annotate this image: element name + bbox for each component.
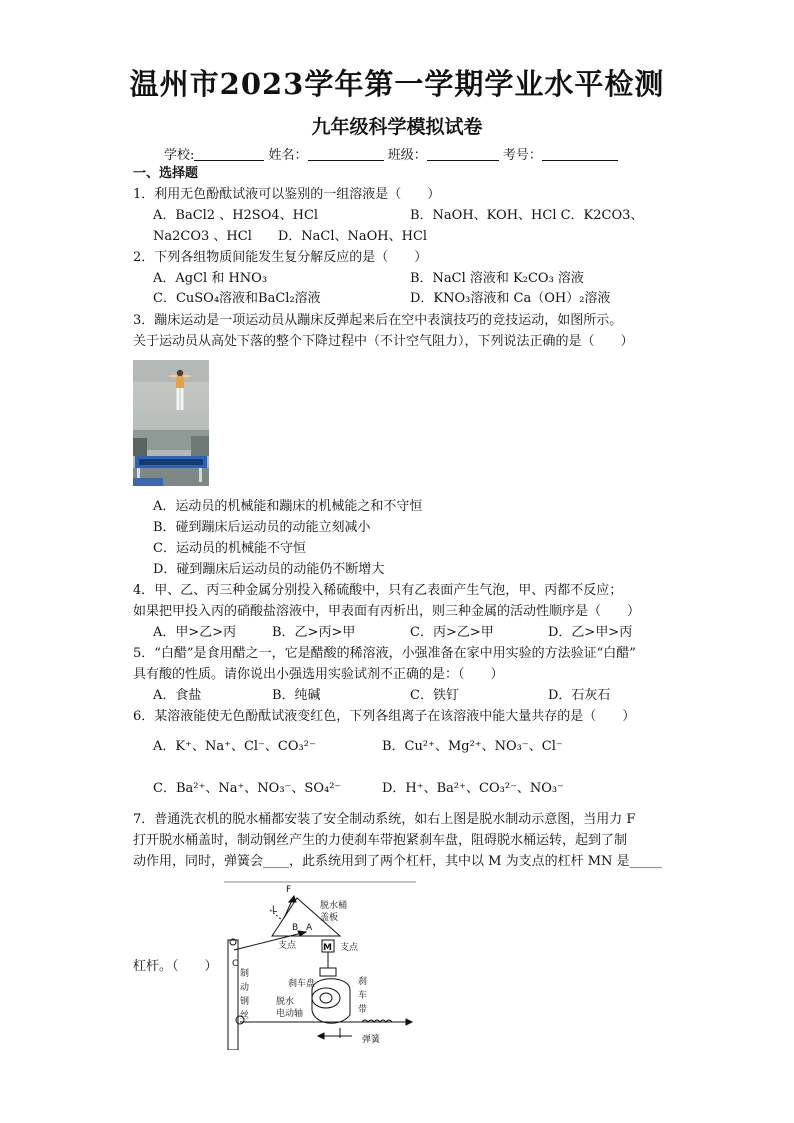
q2-option-b: B．NaCl 溶液和 K₂CO₃ 溶液 — [410, 271, 584, 286]
label-wire-3: 钢 — [240, 997, 250, 1007]
label-C: C — [232, 959, 239, 969]
q4-option-b: B．乙>丙>甲 — [272, 625, 356, 640]
brake-diagram — [222, 880, 418, 1050]
q3-option-d: D．碰到蹦床后运动员的动能仍不断增大 — [153, 562, 385, 577]
q2-option-a: A．AgCl 和 HNO₃ — [153, 271, 268, 286]
label-wire-1: 制 — [240, 969, 250, 979]
q1-option-a: A．BaCl2 、H2SO4、HCl — [153, 208, 319, 223]
label-M: M — [323, 943, 332, 953]
q6-option-a: A．K⁺、Na⁺、Cl⁻、CO₃²⁻ — [153, 739, 316, 754]
label-wire-4: 丝 — [240, 1011, 250, 1021]
label-lid-1: 脱水桶 — [320, 901, 348, 911]
q5-option-a: A．食盐 — [153, 688, 202, 703]
trampoline-photo — [133, 360, 209, 486]
school-label: 学校: — [164, 148, 195, 163]
label-F: F — [286, 885, 292, 895]
exam-subtitle: 九年级科学模拟试卷 — [311, 116, 483, 138]
q5-option-c: C．铁钉 — [410, 688, 459, 703]
q3-option-a: A．运动员的机械能和蹦床的机械能之和不守恒 — [153, 499, 423, 514]
class-blank[interactable] — [427, 148, 499, 161]
label-belt-2: 车 — [358, 991, 368, 1001]
number-blank[interactable] — [542, 148, 618, 161]
q7-line3: 动作用，同时，弹簧会____，此系统用到了两个杠杆，其中以 M 为支点的杠杆 MN 是_____ — [133, 854, 663, 869]
q1-stem: 1．利用无色酚酞试液可以鉴别的一组溶液是（ ） — [133, 187, 441, 202]
name-blank[interactable] — [308, 148, 384, 161]
number-label: 考号： — [502, 148, 542, 163]
q4-stem-line2: 如果把甲投入丙的硝酸盐溶液中，甲表面有丙析出，则三种金属的活动性顺序是（ ） — [133, 604, 641, 619]
q4-option-c: C．丙>乙>甲 — [410, 625, 494, 640]
q3-option-c: C．运动员的机械能不守恒 — [153, 541, 306, 556]
label-spring: 弹簧 — [362, 1035, 381, 1045]
q5-option-d: D．石灰石 — [548, 688, 611, 703]
q5-option-b: B．纯碱 — [272, 688, 321, 703]
label-A: A — [306, 923, 313, 933]
q2-stem: 2．下列各组物质间能发生复分解反应的是（ ） — [133, 250, 428, 265]
q3-stem-line2: 关于运动员从高处下落的整个下降过程中（不计空气阻力），下列说法正确的是（ ） — [133, 334, 634, 349]
q6-option-c: C．Ba²⁺、Na⁺、NO₃⁻、SO₄²⁻ — [153, 781, 342, 796]
section-heading: 一、选择题 — [133, 166, 199, 181]
q5-stem-line1: 5．“白醋”是食用醋之一，它是醋酸的稀溶液，小强准备在家中用实验的方法验证“白醋” — [133, 646, 636, 661]
q3-option-b: B．碰到蹦床后运动员的动能立刻减小 — [153, 520, 371, 535]
label-wire-2: 动 — [240, 983, 250, 993]
q1-option-bc: B．NaOH、KOH、HCl C．K2CO3、 — [410, 208, 644, 223]
q7-line2: 打开脱水桶盖时，制动钢丝产生的力使刹车带抱紧刹车盘，阻碍脱水桶运转，起到了制 — [133, 833, 628, 848]
exam-title: 温州市2023学年第一学期学业水平检测 — [129, 67, 665, 101]
label-B: B — [292, 923, 299, 933]
student-info-line — [164, 144, 618, 163]
label-shaft-2: 电动轴 — [276, 1009, 304, 1019]
label-fulcrum-2: 支点 — [340, 943, 359, 953]
q5-stem-line2: 具有酸的性质。请你说出小强选用实验试剂不正确的是：（ ） — [133, 667, 504, 682]
q4-option-d: D．乙>甲>丙 — [548, 625, 633, 640]
label-fulcrum-1: 支点 — [278, 941, 297, 951]
q1-option-cont: Na2CO3 、HCl D．NaCl、NaOH、HCl — [153, 229, 428, 244]
label-shaft-1: 脱水 — [276, 997, 295, 1007]
school-blank[interactable] — [194, 148, 264, 161]
label-belt-3: 带 — [358, 1005, 368, 1015]
class-label: 班级： — [387, 148, 427, 163]
label-belt-1: 刹 — [358, 977, 368, 987]
q3-stem-line1: 3．蹦床运动是一项运动员从蹦床反弹起来后在空中表演技巧的竞技运动，如图所示。 — [133, 313, 623, 328]
q2-option-c: C．CuSO₄溶液和BaCl₂溶液 — [153, 291, 321, 306]
label-L: L — [272, 905, 278, 915]
q7-line1: 7．普通洗衣机的脱水桶都安装了安全制动系统，如右上图是脱水制动示意图，当用力 F — [133, 812, 636, 827]
q7-tail: 杠杆。（ ） — [133, 959, 218, 974]
q6-option-b: B．Cu²⁺、Mg²⁺、NO₃⁻、Cl⁻ — [382, 739, 563, 754]
name-label: 姓名： — [268, 148, 308, 163]
q4-option-a: A．甲>乙>丙 — [153, 625, 237, 640]
q2-option-d: D．KNO₃溶液和 Ca（OH）₂溶液 — [410, 291, 611, 306]
q4-stem-line1: 4．甲、乙、丙三种金属分别投入稀硫酸中，只有乙表面产生气泡，甲、丙都不反应； — [133, 583, 623, 598]
label-brake-disc: 刹车盘 — [288, 979, 316, 989]
q6-option-d: D．H⁺、Ba²⁺、CO₃²⁻、NO₃⁻ — [382, 781, 564, 796]
q6-stem: 6．某溶液能使无色酚酞试液变红色，下列各组离子在该溶液中能大量共存的是（ ） — [133, 709, 636, 724]
label-lid-2: 盖板 — [320, 913, 339, 923]
